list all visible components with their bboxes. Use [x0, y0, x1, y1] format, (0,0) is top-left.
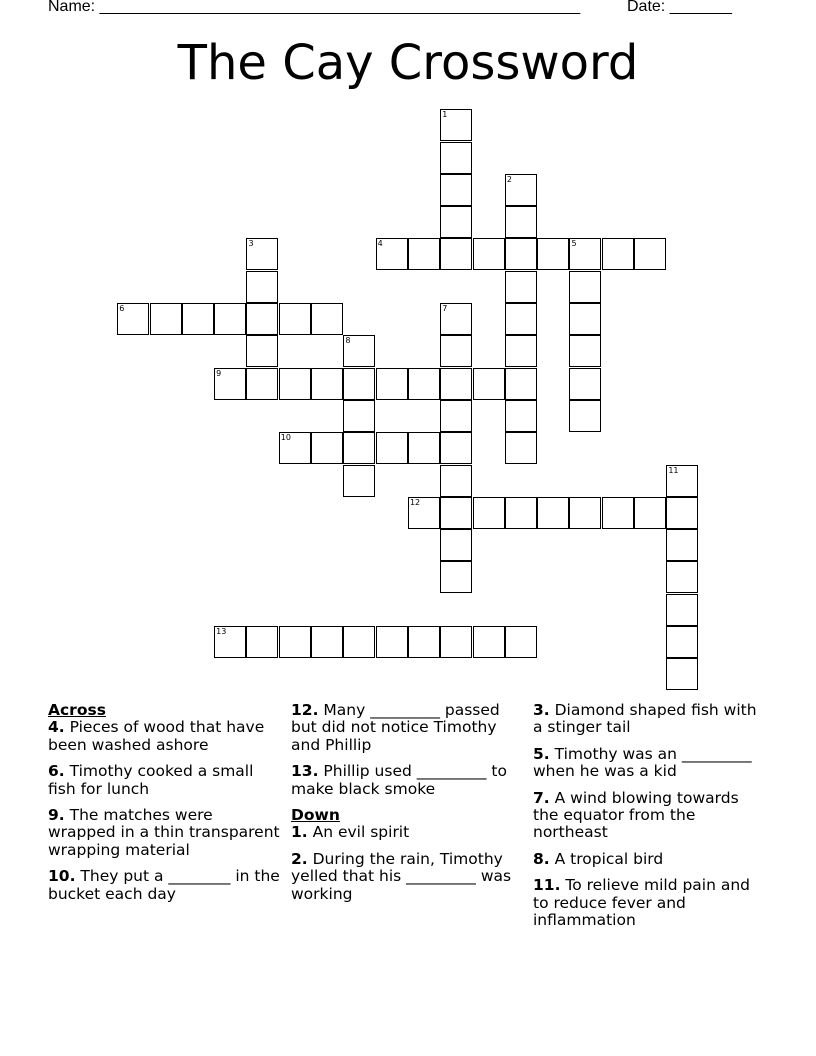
grid-cell[interactable]: [246, 238, 278, 270]
clue-down-5: [533, 746, 769, 781]
grid-cell[interactable]: [246, 303, 278, 335]
grid-cell[interactable]: [214, 368, 246, 400]
grid-cell[interactable]: [537, 238, 569, 270]
grid-cell[interactable]: [408, 497, 440, 529]
grid-cell[interactable]: [666, 529, 698, 561]
clue-number: 10.: [48, 867, 76, 886]
clue-number: 2.: [291, 849, 308, 868]
grid-cell[interactable]: [279, 303, 311, 335]
clue-text: They put a ________ in the bucket each day: [48, 867, 280, 903]
clue-text: To relieve mild pain and to reduce fever and inflammation: [533, 876, 751, 930]
clue-number: 4.: [48, 718, 65, 737]
clue-down-3: [533, 702, 769, 737]
grid-cell[interactable]: [279, 626, 311, 658]
clue-number: 1.: [291, 823, 308, 842]
grid-cell[interactable]: [311, 626, 343, 658]
clue-across-4: [48, 719, 284, 754]
grid-cell[interactable]: [408, 238, 440, 270]
grid-cell[interactable]: [473, 497, 505, 529]
cell-number: 13: [216, 627, 227, 637]
grid-cell[interactable]: [666, 465, 698, 497]
down-heading: Down: [291, 806, 340, 825]
grid-cell[interactable]: [634, 238, 666, 270]
clue-text: During the rain, Timothy yelled that his _________ was working: [291, 849, 512, 903]
clue-text: A tropical bird: [549, 849, 664, 868]
grid-cell[interactable]: [473, 368, 505, 400]
grid-cell[interactable]: [246, 626, 278, 658]
grid-cell[interactable]: [569, 368, 601, 400]
grid-cell[interactable]: [569, 238, 601, 270]
grid-cell[interactable]: [246, 368, 278, 400]
grid-cell[interactable]: [537, 497, 569, 529]
clue-text: Pieces of wood that have been washed ashore: [48, 718, 265, 754]
grid-cell[interactable]: [666, 561, 698, 593]
grid-cell[interactable]: [505, 400, 537, 432]
grid-cell[interactable]: [376, 238, 408, 270]
clue-text: Timothy was an _________ when he was a kid: [533, 744, 752, 781]
grid-cell[interactable]: [440, 561, 472, 593]
clue-number: 9.: [48, 806, 65, 825]
grid-cell[interactable]: [505, 271, 537, 303]
grid-cell[interactable]: [311, 303, 343, 335]
grid-cell[interactable]: [376, 626, 408, 658]
grid-cell[interactable]: [505, 432, 537, 464]
grid-cell[interactable]: [440, 206, 472, 238]
clue-column-3: [533, 702, 769, 938]
grid-cell[interactable]: [440, 142, 472, 174]
cell-number: 10: [280, 433, 291, 443]
page-title: The Cay Crossword: [177, 35, 639, 91]
cell-number: 4: [377, 239, 383, 249]
clue-number: 5.: [533, 744, 550, 763]
grid-cell[interactable]: [343, 432, 375, 464]
grid-cell[interactable]: [408, 368, 440, 400]
cell-number: 7: [442, 304, 448, 314]
grid-cell[interactable]: [505, 303, 537, 335]
grid-cell[interactable]: [117, 303, 149, 335]
cell-number: 6: [119, 304, 125, 314]
clue-number: 8.: [533, 849, 550, 868]
grid-cell[interactable]: [569, 400, 601, 432]
clue-across-9: [48, 807, 284, 859]
grid-cell[interactable]: [246, 335, 278, 367]
clue-column-2: [291, 702, 527, 912]
clue-across-10: [48, 868, 284, 903]
grid-cell[interactable]: [408, 432, 440, 464]
grid-cell[interactable]: [246, 271, 278, 303]
cell-number: 11: [668, 465, 679, 475]
grid-cell[interactable]: [505, 206, 537, 238]
grid-cell[interactable]: [182, 303, 214, 335]
grid-cell[interactable]: [666, 497, 698, 529]
grid-cell[interactable]: [440, 174, 472, 206]
grid-cell[interactable]: [343, 626, 375, 658]
grid-cell[interactable]: [505, 174, 537, 206]
clue-number: 6.: [48, 762, 65, 781]
grid-cell[interactable]: [569, 271, 601, 303]
grid-cell[interactable]: [311, 432, 343, 464]
grid-cell[interactable]: [150, 303, 182, 335]
grid-cell[interactable]: [440, 400, 472, 432]
grid-cell[interactable]: [666, 594, 698, 626]
grid-cell[interactable]: [505, 626, 537, 658]
clue-down-7: [533, 790, 769, 842]
grid-cell[interactable]: [569, 335, 601, 367]
grid-cell[interactable]: [376, 368, 408, 400]
grid-cell[interactable]: [634, 497, 666, 529]
grid-cell[interactable]: [440, 497, 472, 529]
across-heading: Across: [48, 701, 106, 719]
grid-cell[interactable]: [376, 432, 408, 464]
clue-text: A wind blowing towards the equator from the northeast: [533, 788, 739, 842]
grid-cell[interactable]: [505, 238, 537, 270]
clue-down-11: [533, 877, 769, 929]
clue-down-8: [533, 851, 769, 868]
clue-number: 7.: [533, 788, 550, 807]
grid-cell[interactable]: [311, 368, 343, 400]
date-field-label: Date: _______: [627, 0, 732, 15]
clue-across-6: [48, 763, 284, 798]
grid-cell[interactable]: [440, 238, 472, 270]
clue-column-1: [48, 702, 284, 912]
grid-cell[interactable]: [473, 626, 505, 658]
clue-number: 11.: [533, 876, 561, 895]
grid-cell[interactable]: [279, 368, 311, 400]
grid-cell[interactable]: [343, 465, 375, 497]
cell-number: 1: [442, 110, 448, 120]
grid-cell[interactable]: [343, 368, 375, 400]
clue-down-1: [291, 824, 527, 841]
grid-cell[interactable]: [440, 368, 472, 400]
grid-cell[interactable]: [666, 626, 698, 658]
grid-cell[interactable]: [569, 497, 601, 529]
grid-cell[interactable]: [505, 497, 537, 529]
cell-number: 8: [345, 336, 351, 346]
grid-cell[interactable]: [343, 335, 375, 367]
grid-cell[interactable]: [440, 529, 472, 561]
clue-text: Diamond shaped fish with a stinger tail: [533, 701, 757, 737]
grid-cell[interactable]: [505, 368, 537, 400]
grid-cell[interactable]: [569, 303, 601, 335]
grid-cell[interactable]: [602, 497, 634, 529]
cell-number: 5: [571, 239, 577, 249]
grid-cell[interactable]: [666, 658, 698, 690]
grid-cell[interactable]: [440, 303, 472, 335]
name-field-label: Name: ______________________________________________________: [48, 0, 581, 15]
clue-number: 3.: [533, 701, 550, 719]
grid-cell[interactable]: [214, 303, 246, 335]
clue-across-13: [291, 763, 527, 798]
grid-cell[interactable]: [440, 335, 472, 367]
cell-number: 2: [506, 174, 512, 184]
grid-cell[interactable]: [602, 238, 634, 270]
clue-number: 13.: [291, 762, 319, 781]
cell-number: 12: [409, 497, 421, 507]
cell-number: 3: [248, 239, 254, 249]
grid-cell[interactable]: [279, 432, 311, 464]
grid-cell[interactable]: [343, 400, 375, 432]
grid-cell[interactable]: [440, 626, 472, 658]
clue-text: Phillip used _________ to make black smoke: [291, 762, 507, 798]
clue-across-12: [291, 702, 527, 754]
grid-cell[interactable]: [214, 626, 246, 658]
grid-cell[interactable]: [473, 238, 505, 270]
grid-cell[interactable]: [408, 626, 440, 658]
cell-number: 9: [216, 368, 222, 378]
clue-down-2: [291, 851, 527, 903]
grid-cell[interactable]: [505, 335, 537, 367]
clue-text: An evil spirit: [307, 823, 410, 842]
clue-number: 12.: [291, 701, 319, 719]
clue-text: Many _________ passed but did not notice Timothy and Phillip: [291, 701, 500, 754]
clue-text: Timothy cooked a small fish for lunch: [48, 762, 254, 798]
grid-cell[interactable]: [440, 109, 472, 141]
grid-cell[interactable]: [440, 432, 472, 464]
clue-text: The matches were wrapped in a thin transparent wrapping material: [48, 806, 280, 859]
grid-cell[interactable]: [440, 465, 472, 497]
